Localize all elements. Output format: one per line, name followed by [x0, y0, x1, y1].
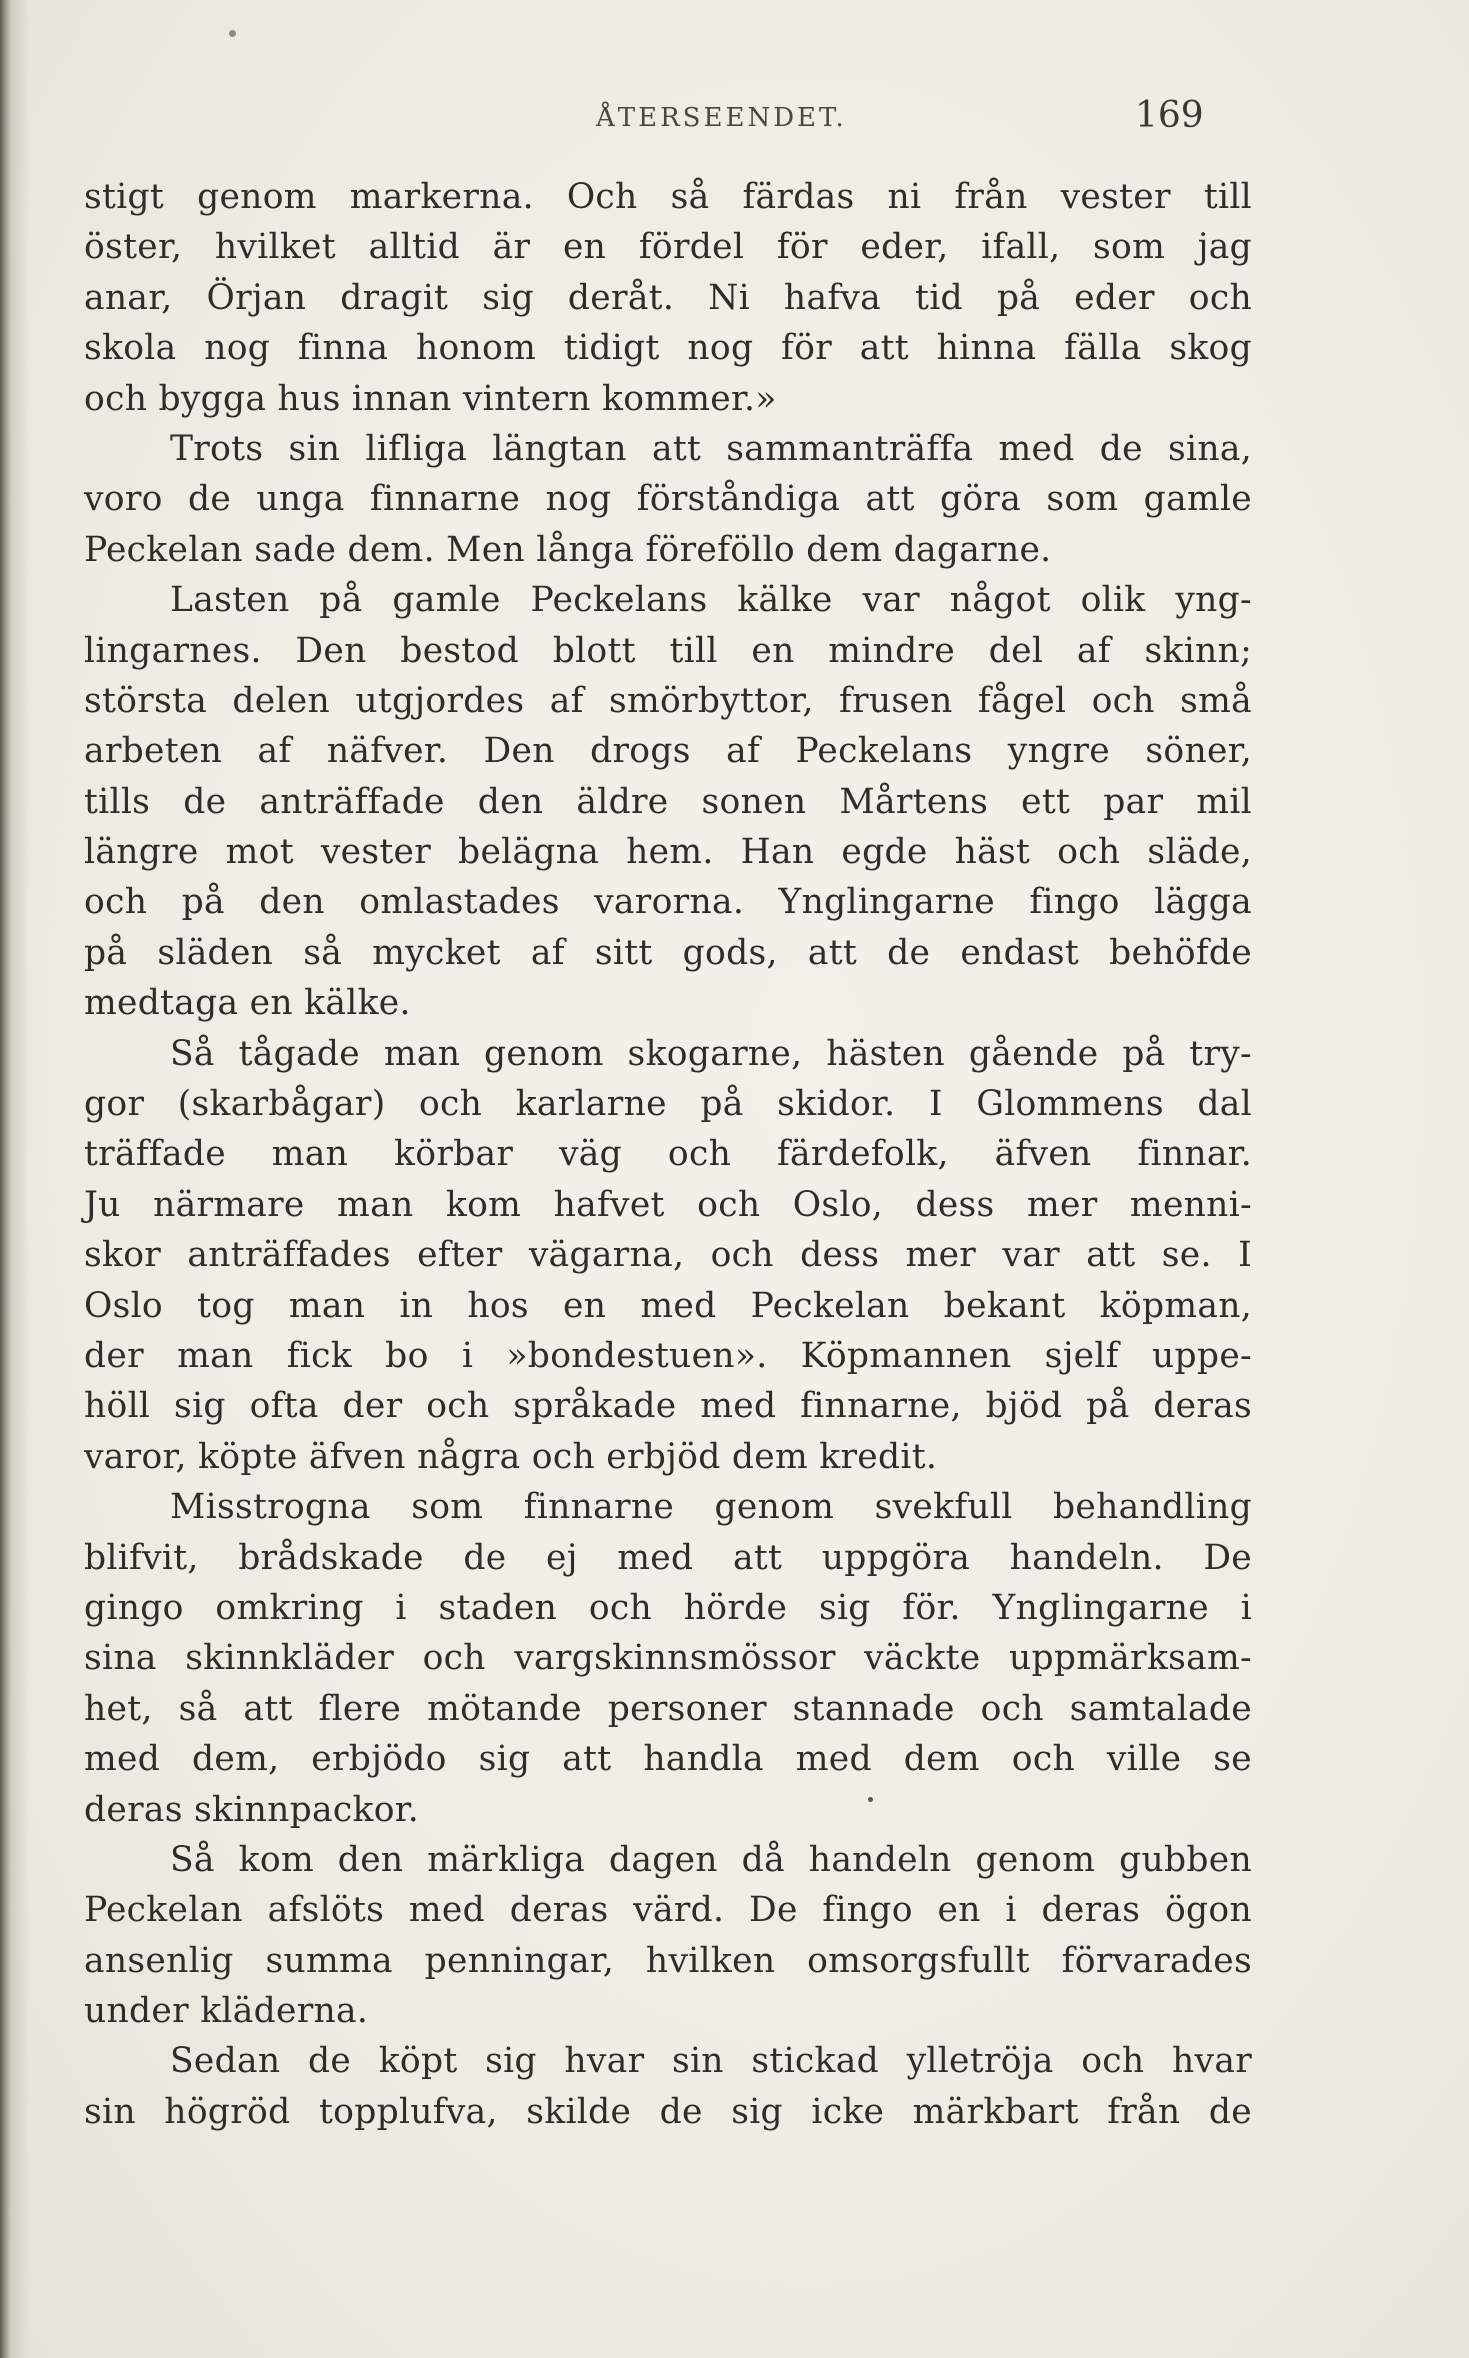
- text-line: gor (skarbågar) och karlarne på skidor. I Glommens dal: [84, 1084, 1252, 1125]
- paragraph: [84, 2036, 1252, 2137]
- paragraph: [84, 172, 1252, 424]
- text-line: Så kom den märkliga dagen då handeln genom gubben: [170, 1839, 1252, 1880]
- paragraph: [84, 424, 1252, 575]
- text-line: Så tågade man genom skogarne, hästen gående på try-: [170, 1033, 1252, 1074]
- text-line: skola nog finna honom tidigt nog för att hinna fälla skog: [84, 328, 1252, 369]
- page-number: 169: [1135, 95, 1204, 136]
- text-line: medtaga en kälke.: [84, 983, 411, 1024]
- text-line: gingo omkring i staden och hörde sig för. Ynglingarne i: [84, 1587, 1252, 1628]
- text-line: Lasten på gamle Peckelans kälke var något olik yng-: [170, 580, 1252, 621]
- text-line: under kläderna.: [84, 1991, 369, 2032]
- text-line: tills de anträffade den äldre sonen Mårtens ett par mil: [84, 781, 1252, 822]
- text-line: Sedan de köpt sig hvar sin stickad ylletröja och hvar: [170, 2041, 1252, 2082]
- text-line: het, så att flere mötande personer stannade och samtalade: [84, 1688, 1252, 1729]
- text-line: med dem, erbjödo sig att handla med dem och ville se: [84, 1739, 1252, 1780]
- paragraph: [84, 1835, 1252, 2037]
- text-line: arbeten af näfver. Den drogs af Peckelans yngre söner,: [84, 731, 1252, 772]
- text-line: deras skinnpackor.: [84, 1789, 420, 1830]
- text-line: der man fick bo i »bondestuen». Köpmannen sjelf uppe-: [84, 1335, 1252, 1376]
- text-line: sin högröd topplufva, skilde de sig icke märkbart från de: [84, 2091, 1252, 2132]
- text-line: lingarnes. Den bestod blott till en mindre del af skinn;: [84, 630, 1252, 671]
- text-line: blifvit, brådskade de ej med att uppgöra handeln. De: [84, 1537, 1252, 1578]
- text-line: Oslo tog man in hos en med Peckelan bekant köpman,: [84, 1285, 1252, 1326]
- text-line: Peckelan sade dem. Men långa föreföllo dem dagarne.: [84, 529, 1052, 570]
- text-line: Peckelan afslöts med deras värd. De fingo en i deras ögon: [84, 1890, 1252, 1931]
- text-line: Ju närmare man kom hafvet och Oslo, dess mer menni-: [84, 1184, 1252, 1225]
- text-line: sina skinnkläder och vargskinnsmössor väckte uppmärksam-: [84, 1638, 1252, 1679]
- paragraph: [84, 575, 1252, 1029]
- print-dot: [868, 1797, 873, 1802]
- running-head: ÅTERSEENDET.: [596, 103, 847, 133]
- text-line: skor anträffades efter vägarna, och dess mer var att se. I: [84, 1235, 1252, 1276]
- text-line: anar, Örjan dragit sig deråt. Ni hafva tid på eder och: [84, 277, 1252, 318]
- text-line: Trots sin lifliga längtan att sammanträffa med de sina,: [170, 428, 1252, 469]
- text-line: ansenlig summa penningar, hvilken omsorgsfullt förvarades: [84, 1940, 1252, 1981]
- paragraph: [84, 1029, 1252, 1483]
- body-text: [84, 172, 1252, 2137]
- text-line: träffade man körbar väg och färdefolk, äfven finnar.: [84, 1134, 1252, 1175]
- text-line: på släden så mycket af sitt gods, att de endast behöfde: [84, 932, 1252, 973]
- page-header: [0, 95, 1469, 145]
- text-line: längre mot vester belägna hem. Han egde häst och släde,: [84, 832, 1252, 873]
- text-line: varor, köpte äfven några och erbjöd dem kredit.: [84, 1436, 938, 1477]
- text-line: Misstrogna som finnarne genom svekfull behandling: [170, 1487, 1252, 1528]
- text-line: stigt genom markerna. Och så färdas ni från vester till: [84, 177, 1252, 217]
- text-line: öster, hvilket alltid är en fördel för eder, ifall, som jag: [84, 227, 1252, 268]
- paragraph: [84, 1482, 1252, 1835]
- text-line: och bygga hus innan vintern kommer.»: [84, 378, 777, 419]
- text-line: största delen utgjordes af smörbyttor, frusen fågel och små: [84, 680, 1252, 721]
- page-binding-edge: [0, 0, 12, 2358]
- text-line: och på den omlastades varorna. Ynglingarne fingo lägga: [84, 882, 1252, 923]
- text-line: voro de unga finnarne nog förståndiga att göra som gamle: [84, 479, 1252, 520]
- paper-speck: [229, 30, 236, 37]
- text-line: höll sig ofta der och språkade med finnarne, bjöd på deras: [84, 1386, 1252, 1427]
